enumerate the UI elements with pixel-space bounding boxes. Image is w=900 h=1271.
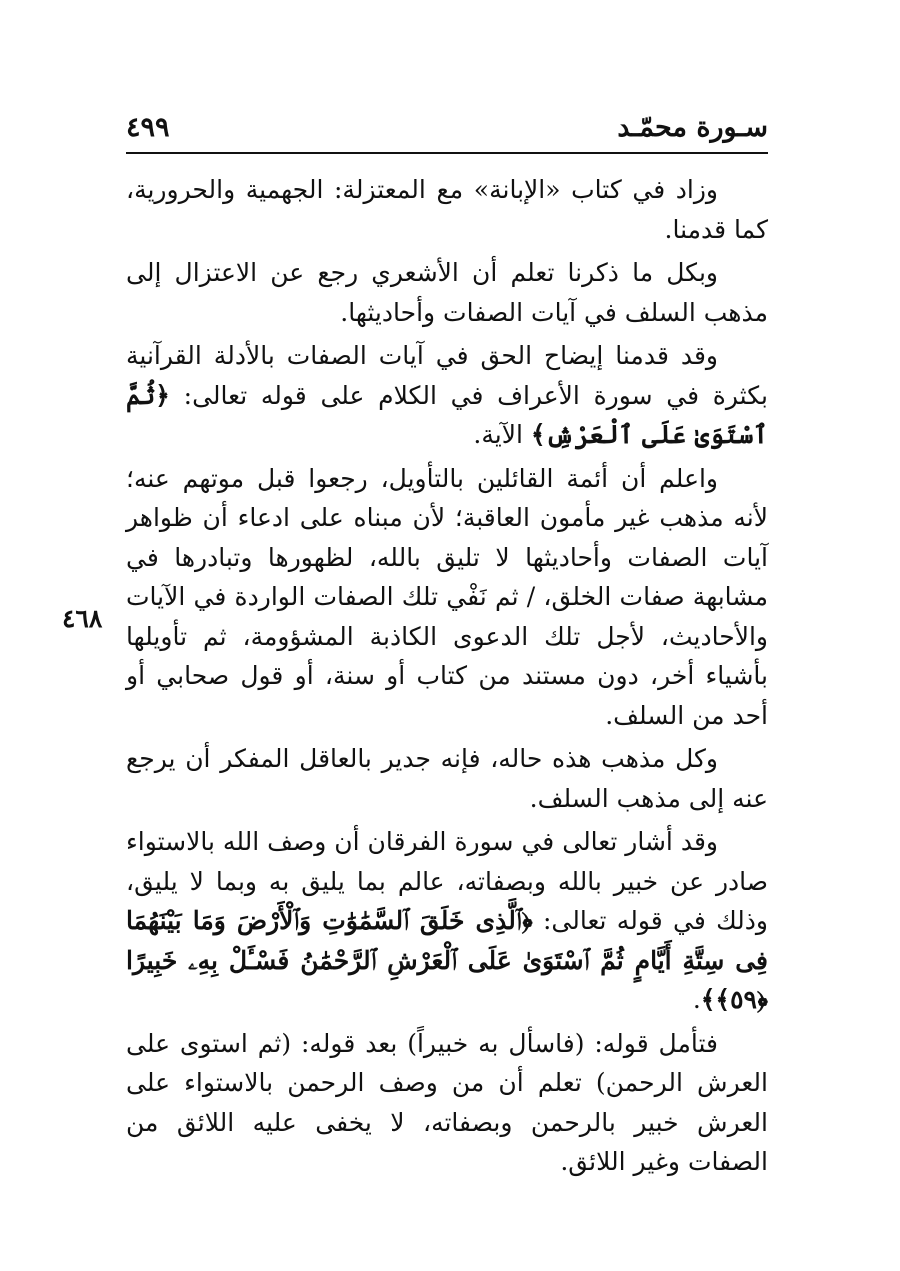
paragraph-1: وزاد في كتاب «الإبانة» مع المعتزلة: الجهمية والحرورية، كما قدمنا.	[126, 175, 768, 244]
surah-title: سـورة محمّـد	[617, 112, 768, 143]
paragraph-4: واعلم أن أئمة القائلين بالتأويل، رجعوا قبل موتهم عنه؛ لأنه مذهب غير مأمون العاقبة؛ لأن مبناه على ادعاء أن ظواهر آيات الصفات وأحاديثها لا تليق بالله، لظهورها وتبادرها في مشابهة صفات الخلق، / ثم نَفْي تلك الصفات الواردة في الآيات والأحاديث، لأجل تلك الدعوى الكاذبة المشؤومة، ثم تأويلها بأشياء أخر، دون مستند من كتاب أو سنة، أو قول صحابي أو أحد من السلف.	[126, 463, 768, 730]
margin-page-reference: ٤٦٨	[62, 604, 103, 633]
quran-verse: ﴿ثُمَّ ٱسْتَوَىٰ عَلَى ٱلْعَرْشِ﴾	[126, 380, 768, 449]
paragraph-6	[126, 822, 768, 1020]
page-header	[126, 108, 768, 154]
page-number: ٤٩٩	[126, 112, 170, 143]
paragraph-6-tail: .	[692, 985, 701, 1014]
paragraph-3-text: وقد قدمنا إيضاح الحق في آيات الصفات بالأدلة القرآنية بكثرة في سورة الأعراف في الكلام على قوله تعالى:	[126, 341, 768, 410]
paragraph-7: فتأمل قوله: (فاسأل به خبيراً) بعد قوله: (ثم استوى على العرش الرحمن) تعلم أن من وصف الرحمن بالاستواء على العرش خبير بالرحمن وبصفاته، لا يخفى عليه اللائق من الصفات وغير اللائق.	[126, 1028, 768, 1176]
quran-verse: ﴿ٱلَّذِى خَلَقَ ٱلسَّمَٰوَٰتِ وَٱلْأَرْضَ وَمَا بَيْنَهُمَا فِى سِتَّةِ أَيَّامٍ ثُمَّ ٱسْتَوَىٰ عَلَى ٱلْعَرْشِ ٱلرَّحْمَٰنُ فَسْـَٔلْ بِهِۦ خَبِيرًا ﴿٥٩﴾﴾	[126, 906, 768, 1014]
paragraph-6-text: وقد أشار تعالى في سورة الفرقان أن وصف الله بالاستواء صادر عن خبير بالله وبصفاته، عالم بما يليق به وبما لا يليق، وذلك في قوله تعالى:	[126, 827, 769, 935]
body-text	[126, 170, 768, 1186]
header-divider	[126, 152, 768, 154]
paragraph-3	[126, 336, 768, 455]
paragraph-2: وبكل ما ذكرنا تعلم أن الأشعري رجع عن الاعتزال إلى مذهب السلف في آيات الصفات وأحاديثها.	[126, 258, 768, 327]
paragraph-3-tail: الآية.	[473, 420, 531, 449]
paragraph-5: وكل مذهب هذه حاله، فإنه جدير بالعاقل المفكر أن يرجع عنه إلى مذهب السلف.	[126, 744, 768, 813]
